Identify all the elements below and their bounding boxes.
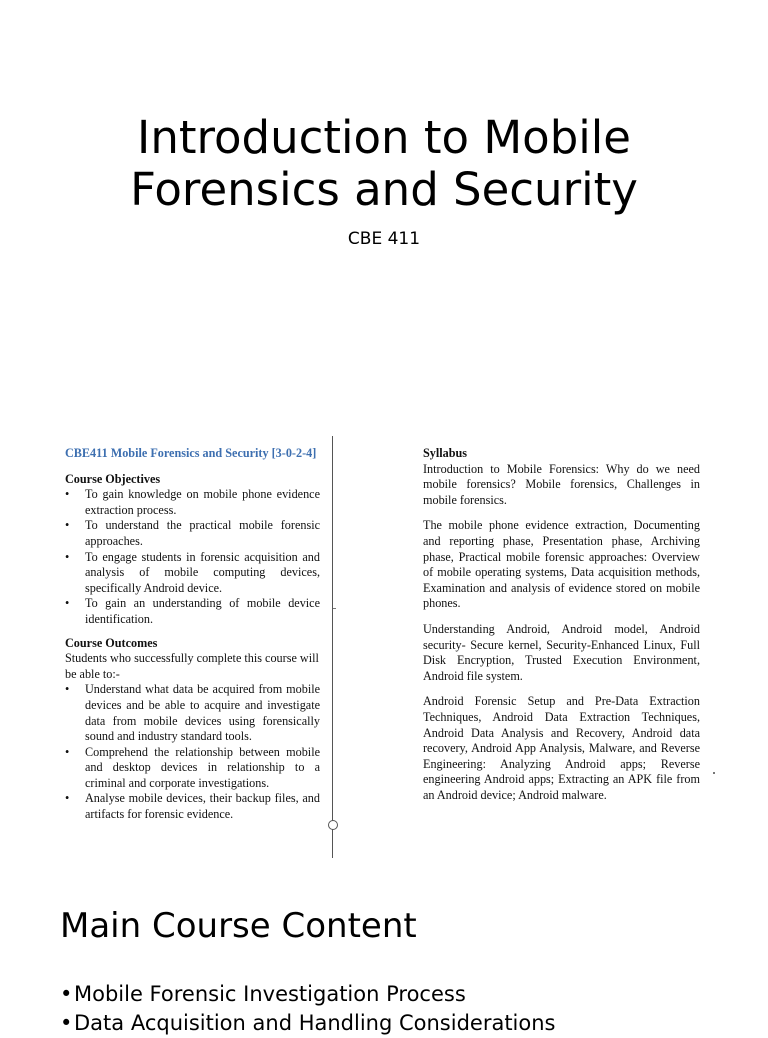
objectives-heading: Course Objectives bbox=[65, 471, 161, 486]
course-heading: CBE411 Mobile Forensics and Security [3-0-2-4] bbox=[65, 446, 317, 460]
list-item: • To gain an understanding of mobile device identification. bbox=[85, 596, 320, 627]
divider-handle bbox=[328, 820, 338, 830]
list-item: • To gain knowledge on mobile phone evidence extraction process. bbox=[85, 487, 320, 518]
divider-tick bbox=[333, 608, 336, 609]
syllabus-left-column bbox=[65, 446, 320, 831]
list-item: • To engage students in forensic acquisition and analysis of mobile computing devices, specifically Android device. bbox=[85, 550, 320, 597]
outcomes-intro: Students who successfully complete this course will be able to:- bbox=[65, 651, 319, 681]
slide-subtitle: CBE 411 bbox=[347, 229, 421, 249]
column-divider bbox=[332, 436, 333, 858]
syllabus-paragraph: The mobile phone evidence extraction, Documenting and reporting phase, Presentation phase, Archiving phase, Practical mobile forensic approaches: Overview of mobile operating systems, Data acquisition methods, Examination and analysis of evidence stored on mobile phones. bbox=[423, 518, 700, 611]
objectives-list bbox=[65, 487, 320, 627]
outcomes-heading: Course Outcomes bbox=[65, 635, 158, 650]
list-item: • Mobile Forensic Investigation Process bbox=[60, 980, 556, 1009]
list-item: • Data Acquisition and Handling Considerations bbox=[60, 1009, 556, 1038]
stray-mark bbox=[713, 772, 715, 774]
syllabus-paragraph: Introduction to Mobile Forensics: Why do we need mobile forensics? Mobile forensics, Challenges in mobile forensics. bbox=[423, 461, 700, 507]
list-item: • To understand the practical mobile forensic approaches. bbox=[85, 518, 320, 549]
list-item: • Understand what data be acquired from mobile devices and be able to acquire and investigate data from mobile devices using forensically sound and industry standard tools. bbox=[85, 682, 320, 744]
syllabus-heading: Syllabus bbox=[423, 446, 468, 460]
slide-title-line-2: Forensics and Security bbox=[130, 163, 638, 216]
outcomes-list bbox=[65, 682, 320, 822]
title-slide bbox=[0, 0, 768, 400]
content-slide-title: Main Course Content bbox=[60, 906, 417, 946]
slide-title bbox=[0, 112, 768, 216]
syllabus-paragraph: Android Forensic Setup and Pre-Data Extraction Techniques, Android Data Extraction Techniques, Android Data Analysis and Recovery, Android data recovery, Android App Analysis, Malware, and Reverse Engineering: Analyzing Android apps; Reverse engineering Android apps; Extracting an APK file from an Android device; Android malware. bbox=[423, 694, 700, 802]
syllabus-document bbox=[60, 436, 720, 866]
syllabus-right-column bbox=[423, 446, 700, 813]
list-item: • Comprehend the relationship between mobile and desktop devices in relationship to a criminal and corporate investigations. bbox=[85, 745, 320, 792]
syllabus-paragraph: Understanding Android, Android model, Android security- Secure kernel, Security-Enhanced Linux, Full Disk Encryption, Trusted Execution Environment, Android file system. bbox=[423, 621, 700, 683]
content-list bbox=[60, 980, 556, 1038]
list-item: • Analyse mobile devices, their backup files, and artifacts for forensic evidence. bbox=[85, 791, 320, 822]
slide-title-line-1: Introduction to Mobile bbox=[137, 111, 631, 164]
